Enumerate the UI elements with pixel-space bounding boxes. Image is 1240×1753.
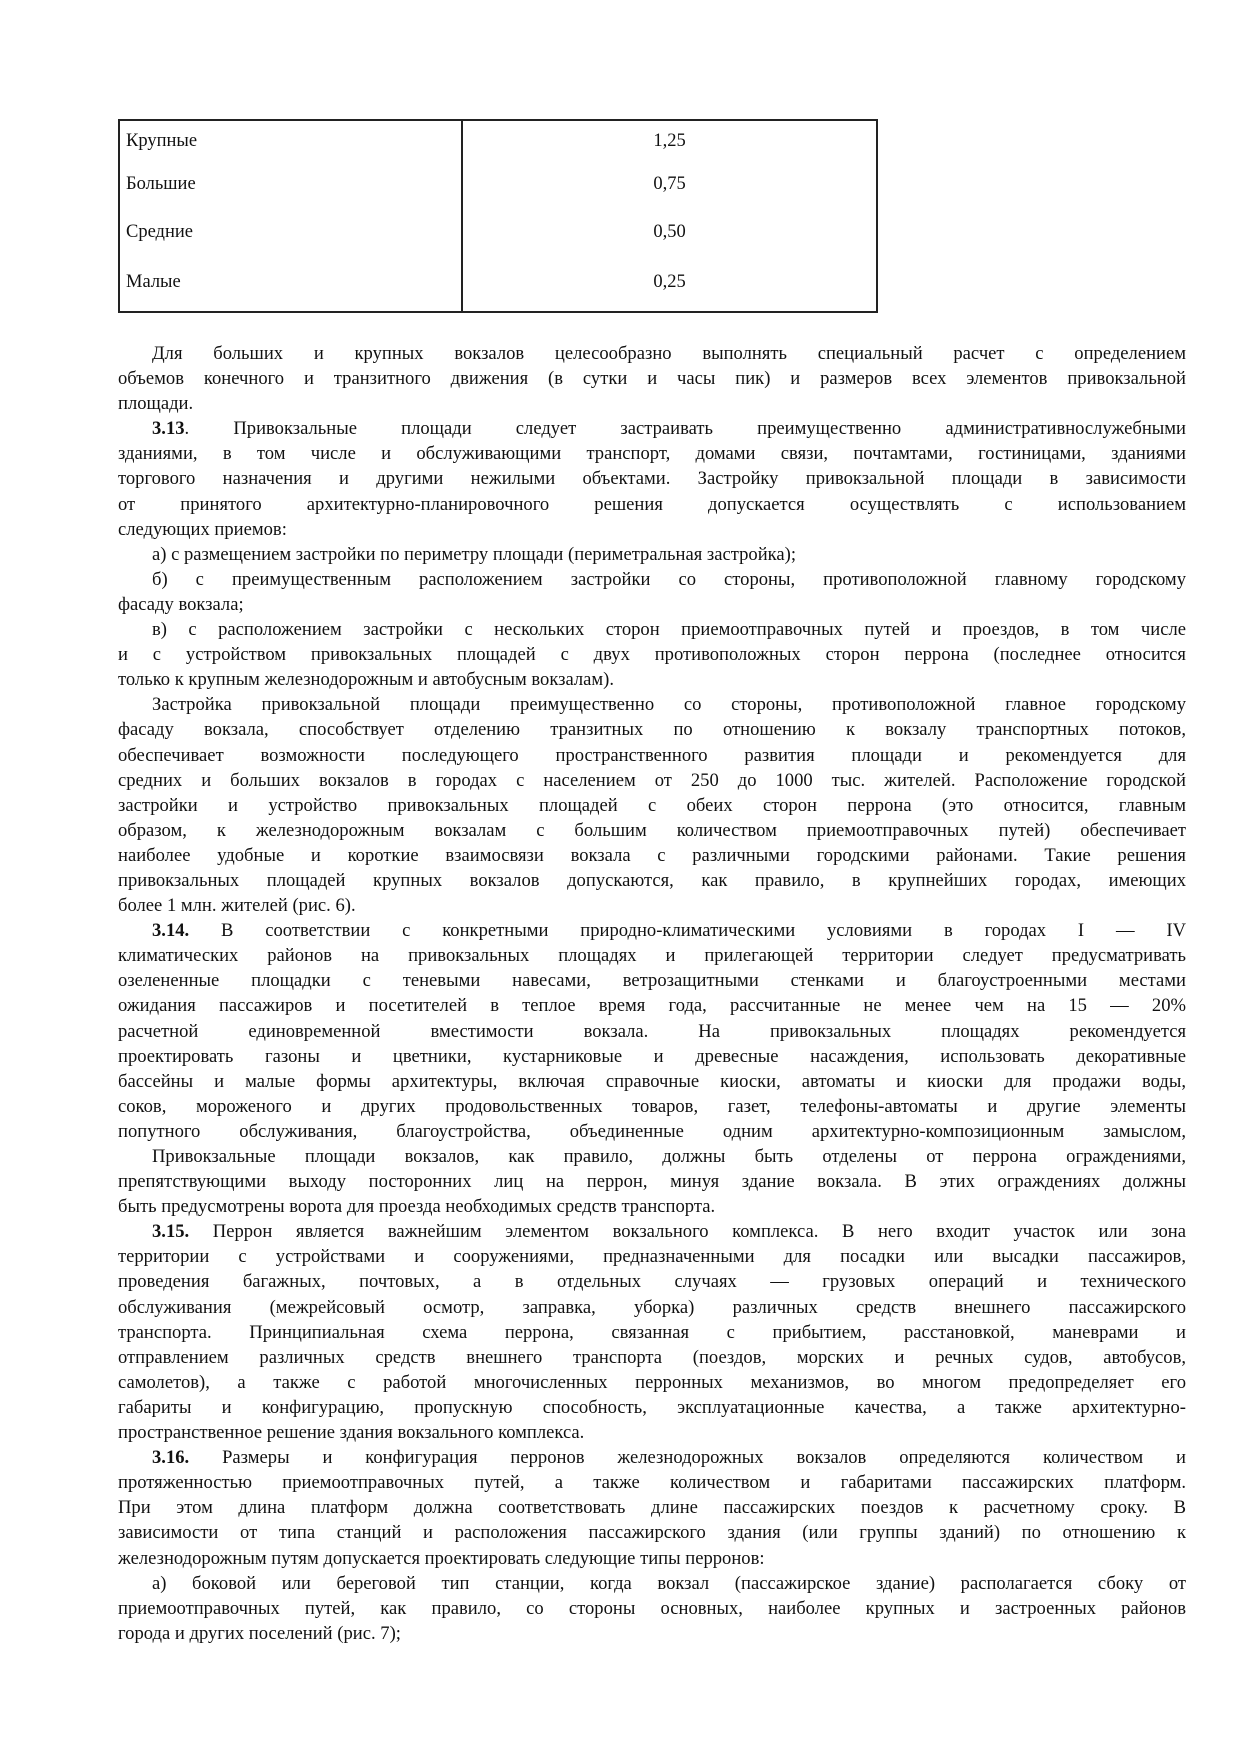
coefficient-value: 0,50 <box>653 222 686 242</box>
text-line: территории с устройствами и сооружениями, предназначенными для посадки или высадки пассажиров, <box>118 1246 1186 1268</box>
coefficient-table <box>118 119 878 313</box>
clause-number: 3.15. <box>152 1221 190 1243</box>
line-text: Размеры и конфигурация перронов железнодорожных вокзалов определяются количеством и <box>189 1447 1186 1469</box>
text-line: зависимости от типа станций и расположения пассажирского здания (или группы зданий) по отношению к <box>118 1522 1186 1544</box>
line-text: В соответствии с конкретными природно-климатическими условиями в городах I — IV <box>189 920 1186 942</box>
text-line <box>118 1219 1186 1244</box>
table-row <box>120 171 876 197</box>
text-line: привокзальных площадей крупных вокзалов допускаются, как правило, в крупнейших городах, имеющих <box>118 869 1186 891</box>
text-line: При этом длина платформ должна соответствовать длине пассажирских поездов к расчетному сроку. В <box>118 1497 1186 1519</box>
text-line: Для больших и крупных вокзалов целесообразно выполнять специальный расчет с определением <box>152 343 1186 364</box>
table-row <box>120 269 876 295</box>
station-size-label: Большие <box>126 174 196 194</box>
text-line: города и других поселений (рис. 7); <box>118 1622 401 1644</box>
text-line: только к крупным железнодорожным и автобусным вокзалам). <box>118 669 615 691</box>
text-line: застройки и устройство привокзальных площадей с обеих сторон перрона (это относится, главным <box>118 794 1186 816</box>
text-line: и с устройством привокзальных площадей с двух противоположных сторон перрона (последнее относится <box>118 644 1186 666</box>
text-line: а) с размещением застройки по периметру площади (периметральная застройка); <box>152 543 797 565</box>
text-line: обеспечивает возможности последующего пространственного развития площади и рекомендуется для <box>118 744 1186 766</box>
text-line: средних и больших вокзалов в городах с населением от 250 до 1000 тыс. жителей. Расположение городской <box>118 769 1186 791</box>
text-line: объемов конечного и транзитного движения (в сутки и часы пик) и размеров всех элементов привокзальной <box>118 368 1186 390</box>
text-line: расчетной единовременной вместимости вокзала. На привокзальных площадях рекомендуется <box>118 1020 1186 1042</box>
coefficient-value: 1,25 <box>653 131 686 151</box>
clause-number: 3.16. <box>152 1447 190 1469</box>
coefficient-value: 0,75 <box>653 174 686 194</box>
text-line: обслуживания (межрейсовый осмотр, заправка, уборка) различных средств внешнего пассажирского <box>118 1296 1186 1318</box>
clause-number: 3.14. <box>152 920 190 942</box>
paragraph <box>118 617 1186 692</box>
table-row <box>120 219 876 245</box>
text-line: проведения багажных, почтовых, а в отдельных случаях — грузовых операций и технического <box>118 1271 1186 1293</box>
paragraph <box>118 692 1186 918</box>
text-line: ожидания пассажиров и посетителей в теплое время года, рассчитанные не менее чем на 15 — 20% <box>118 995 1186 1017</box>
text-line: торгового назначения и другими нежилыми объектами. Застройку привокзальной площади в зависимости <box>118 468 1186 490</box>
text-line: попутного обслуживания, благоустройства, объединенные одним архитектурно-композиционным замыслом, <box>118 1120 1186 1142</box>
text-line: наиболее удобные и короткие взаимосвязи вокзала с различными городскими районами. Такие решения <box>118 844 1186 866</box>
paragraph <box>118 1445 1186 1570</box>
text-line: быть предусмотрены ворота для проезда необходимых средств транспорта. <box>118 1196 716 1218</box>
text-line <box>118 1445 1186 1470</box>
clause-number: 3.13 <box>152 418 185 440</box>
text-line: фасаду вокзала, способствует отделению транзитных по отношению к вокзалу транспортных потоков, <box>118 719 1186 741</box>
paragraph <box>118 542 1186 567</box>
text-line: пространственное решение здания вокзального комплекса. <box>118 1422 585 1444</box>
text-line: проектировать газоны и цветники, кустарниковые и древесные насаждения, использовать декоративные <box>118 1045 1186 1067</box>
paragraph <box>118 416 1186 541</box>
text-line: железнодорожным путям допускается проектировать следующие типы перронов: <box>118 1547 765 1569</box>
paragraph <box>118 341 1186 416</box>
text-line: б) с преимущественным расположением застройки со стороны, противоположной главному городскому <box>152 568 1186 590</box>
station-size-label: Средние <box>126 222 193 242</box>
station-size-label: Малые <box>126 272 181 292</box>
text-line: в) с расположением застройки с нескольких сторон приемоотправочных путей и проездов, в том числе <box>152 619 1186 641</box>
text-line: более 1 млн. жителей (рис. 6). <box>118 895 356 917</box>
text-line: а) боковой или береговой тип станции, когда вокзал (пассажирское здание) располагается сбоку от <box>152 1572 1186 1594</box>
text-line: Привокзальные площади вокзалов, как правило, должны быть отделены от перрона ограждениями, <box>152 1146 1186 1167</box>
text-line: образом, к железнодорожным вокзалам с большим количеством приемоотправочных путей) обеспечивает <box>118 819 1186 841</box>
text-line: препятствующими выходу посторонних лиц на перрон, минуя здание вокзала. В этих ограждениях должны <box>118 1171 1186 1193</box>
paragraph <box>118 567 1186 617</box>
text-line: протяженностью приемоотправочных путей, а также количеством и габаритами пассажирских платформ. <box>118 1472 1186 1494</box>
paragraph <box>118 1144 1186 1219</box>
text-line: от принятого архитектурно-планировочного решения допускается осуществлять с использованием <box>118 493 1186 515</box>
text-line: приемоотправочных путей, как правило, со стороны основных, наиболее крупных и застроенных районов <box>118 1597 1186 1619</box>
text-line: соков, мороженого и других продовольственных товаров, газет, телефоны-автоматы и другие элементы <box>118 1095 1186 1117</box>
text-line: площади. <box>118 393 194 415</box>
table-row <box>120 128 876 154</box>
text-line: бассейны и малые формы архитектуры, включая справочные киоски, автоматы и киоски для продажи воды, <box>118 1070 1186 1092</box>
text-line <box>118 416 1186 441</box>
text-line: самолетов), а также с работой многочисленных перронных механизмов, во многом предопределяет его <box>118 1371 1186 1393</box>
text-line: следующих приемов: <box>118 518 287 540</box>
text-line: зданиями, в том числе и обслуживающими транспорт, домами связи, почтамтами, гостиницами, зданиями <box>118 443 1186 465</box>
line-text: Перрон является важнейшим элементом вокзального комплекса. В него входит участок или зона <box>189 1221 1186 1243</box>
paragraph <box>118 918 1186 1144</box>
text-line <box>118 918 1186 943</box>
line-text: . Привокзальные площади следует застраивать преимущественно административнослужебными <box>184 418 1186 440</box>
text-line: климатических районов на привокзальных площадях и прилегающей территории следует предусматривать <box>118 945 1186 967</box>
text-line: транспорта. Принципиальная схема перрона, связанная с прибытием, расстановкой, маневрами и <box>118 1321 1186 1343</box>
text-line: Застройка привокзальной площади преимущественно со стороны, противоположной главное городскому <box>152 694 1186 716</box>
station-size-label: Крупные <box>126 131 198 151</box>
text-line: габариты и конфигурацию, пропускную способность, эксплуатационные качества, а также архитектурно- <box>118 1396 1186 1418</box>
document-body <box>118 341 1186 1646</box>
text-line: отправлением различных средств внешнего транспорта (поездов, морских и речных судов, автобусов, <box>118 1346 1186 1368</box>
coefficient-value: 0,25 <box>653 272 686 292</box>
paragraph <box>118 1571 1186 1646</box>
text-line: фасаду вокзала; <box>118 593 244 615</box>
paragraph <box>118 1219 1186 1445</box>
text-line: озелененные площадки с теневыми навесами, ветрозащитными стенками и благоустроенными местами <box>118 970 1186 992</box>
